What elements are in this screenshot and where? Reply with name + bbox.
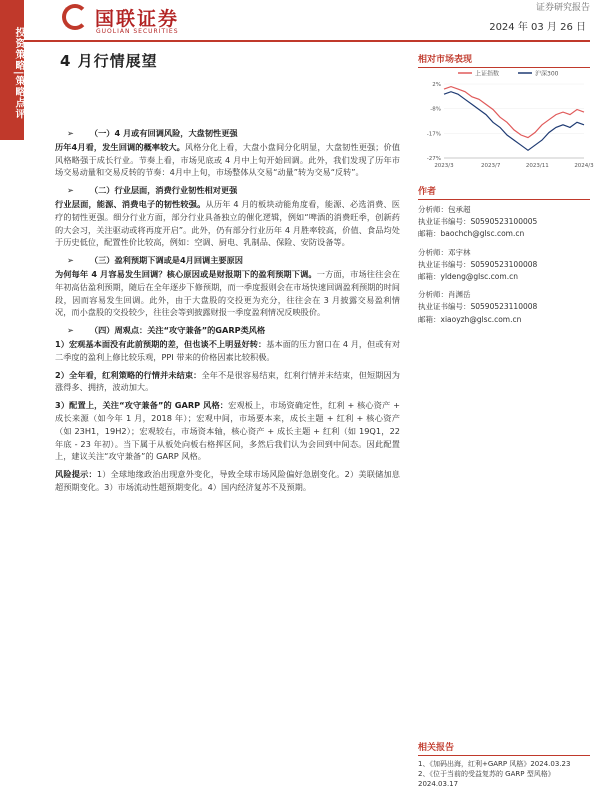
author-row <box>418 216 590 228</box>
series-line-0 <box>444 87 584 138</box>
related-title: 相关报告 <box>418 743 455 753</box>
author-row <box>418 204 590 216</box>
author-label: 分析师： <box>418 247 448 257</box>
author-label: 分析师： <box>418 205 448 214</box>
main-body <box>55 125 400 499</box>
report-type: 证券研究报告 <box>535 3 590 13</box>
logo-name: 国联证券 <box>95 8 180 30</box>
author-title: 作者 <box>418 187 437 197</box>
y-tick-label: 2% <box>432 82 441 88</box>
x-tick-label: 2023/7 <box>480 163 501 169</box>
paragraph: 2）全年看，红利策略的行情并未结束：全年不是很容易结束，红利行情并未结束，但短期因为涨得多、拥挤，波动加大。 <box>55 369 400 393</box>
author-divider <box>418 199 590 200</box>
paragraph: 3）配置上，关注“攻守兼备”的 GARP 风格：宏观板上，市场资确定性，红利 + 核心资产 + 成长来源（如今年 1 月，2018 年）；宏观中间，市场要本来，成长主题 + 红利 + 核心资产（如 23H1，19H2）；宏观较右，市场资本轴，核心资产 + 成长主题 + 红利（如 19Q1，22 年底 - 23 年初）。当下属于从板处向板右格挥区间，多然后我们认为会回到中间态。因此配置上，建议关注“攻守兼备”的 GARP 风格。 <box>55 400 400 462</box>
legend-label: 沪深300 <box>535 70 559 78</box>
series-line-1 <box>444 92 584 151</box>
risk-warning: 风险提示：1）全球地缘政治出现意外变化，导致全球市场风险偏好急剧变化。2）美联储加息超预期变化。3）市场流动性超预期变化。4）国内经济复苏不及预期。 <box>55 469 400 492</box>
author-value: S0590523100005 <box>470 217 538 227</box>
related-report-item[interactable]: 1、《加码出海，红利+GARP 风格》2024.03.23 <box>418 760 571 768</box>
author-value: S0590523110008 <box>470 302 538 312</box>
logo-english: GUOLIAN SECURITIES <box>96 28 179 35</box>
x-tick-label: 2024/3 <box>574 163 594 169</box>
x-tick-label: 2023/11 <box>525 163 549 169</box>
related-section <box>418 740 590 789</box>
author-value[interactable]: baochch@glsc.com.cn <box>440 229 525 239</box>
author-value[interactable]: yldeng@glsc.com.cn <box>440 272 518 282</box>
chart-title: 相对市场表现 <box>418 55 473 65</box>
y-tick-label: -17% <box>426 131 441 138</box>
legend-label: 上证指数 <box>475 70 500 78</box>
author-row <box>418 271 590 283</box>
author-row <box>418 314 590 326</box>
logo-icon <box>62 4 88 30</box>
author-value: 邓宇林 <box>448 247 471 257</box>
author-label: 执业证书编号： <box>418 259 471 269</box>
section-heading: ➢ （二）行业层面，消费行业韧性相对更强 <box>67 185 238 196</box>
header-divider <box>24 40 590 42</box>
author-value: 包承超 <box>448 205 471 214</box>
author-section <box>418 184 590 332</box>
author-label: 执业证书编号： <box>418 302 471 312</box>
section-heading: ➢ （三）盈利预期下调或是4月回调主要原因 <box>67 255 243 266</box>
x-tick-label: 2023/3 <box>434 163 454 169</box>
author-value: S0590523100008 <box>470 259 538 269</box>
paragraph: 历年4月看，发生回调的概率较大。风格分化上看，大盘小盘间分化明显，大盘韧性更强；价值风格略强于成长行业。节奏上看，市场见底或 4 月中上旬开始回调。此外，我们发现了历年市场交易动量和交易反转的节奏：4月中上旬，市场整体从交易“动量”转为交易“反转”。 <box>55 141 400 178</box>
author-label: 邮箱： <box>418 314 441 324</box>
y-tick-label: -27% <box>426 156 441 162</box>
relative-performance-chart <box>418 66 594 176</box>
author-value: 肖渊岳 <box>448 290 471 300</box>
author-row <box>418 247 590 259</box>
author-value[interactable]: xiaoyzh@glsc.com.cn <box>440 314 522 324</box>
author-label: 邮箱： <box>418 272 441 282</box>
author-label: 分析师： <box>418 290 448 300</box>
author-label: 执业证书编号： <box>418 217 471 227</box>
related-divider <box>418 755 590 756</box>
y-tick-label: -8% <box>430 106 441 113</box>
paragraph: 为何每年 4 月容易发生回调？核心原因或是财报期下的盈利预期下调。一方面，市场往往会在年初高估盈利预期，随后在全年逐步下修预期，而一季度报则会在市场快速回调盈利预期的时间段，因而容易发生回调。此外，由于大盘股的交投更为充分，往往会在 3 月披露交易盈利情况，而小盘股的交投较少，往往会等到披露财报一季度盈利情况反映股价。 <box>55 268 400 318</box>
author-row <box>418 228 590 240</box>
author-label: 邮箱： <box>418 229 441 239</box>
author-row <box>418 301 590 313</box>
author-row <box>418 289 590 301</box>
paragraph: 1）宏观基本面没有此前预期的差，但也谈不上明显好转：基本面的压力窗口在 4 月，但或有对二季度的盈利上修比较乐观，PPI 带来的价格因素比较积极。 <box>55 338 401 362</box>
section-heading: ➢ （四）周观点：关注“攻守兼备”的GARP类风格 <box>67 325 266 336</box>
related-report-item[interactable]: 2、《位于当前的受益复苏的 GARP 型风格》2024.03.17 <box>418 770 555 788</box>
page-title: 4 月行情展望 <box>60 52 158 70</box>
section-heading: ➢ （一）4 月或有回调风险，大盘韧性更强 <box>67 128 238 138</box>
author-row <box>418 259 590 271</box>
report-date: 2024 年 03 月 26 日 <box>489 22 586 33</box>
side-tab: 投资策略|策略点评 <box>0 0 24 140</box>
paragraph: 行业层面，能源、消费电子的韧性较强。从历年 4 月的板块动能角度看，能源、必选消费、医疗的韧性更强。细分行业方面，部分行业具备独立的催化逻辑，例如“啤酒的消费旺季，创新药的大会习，关注驱动或将再度开启”。此外，仍有部分行业历年 4 月胜率较高，价值、食品均处于历史低位，配置性价比较高，例如：空调、厨电、乳制品、保险、安防设备等。 <box>55 198 400 248</box>
